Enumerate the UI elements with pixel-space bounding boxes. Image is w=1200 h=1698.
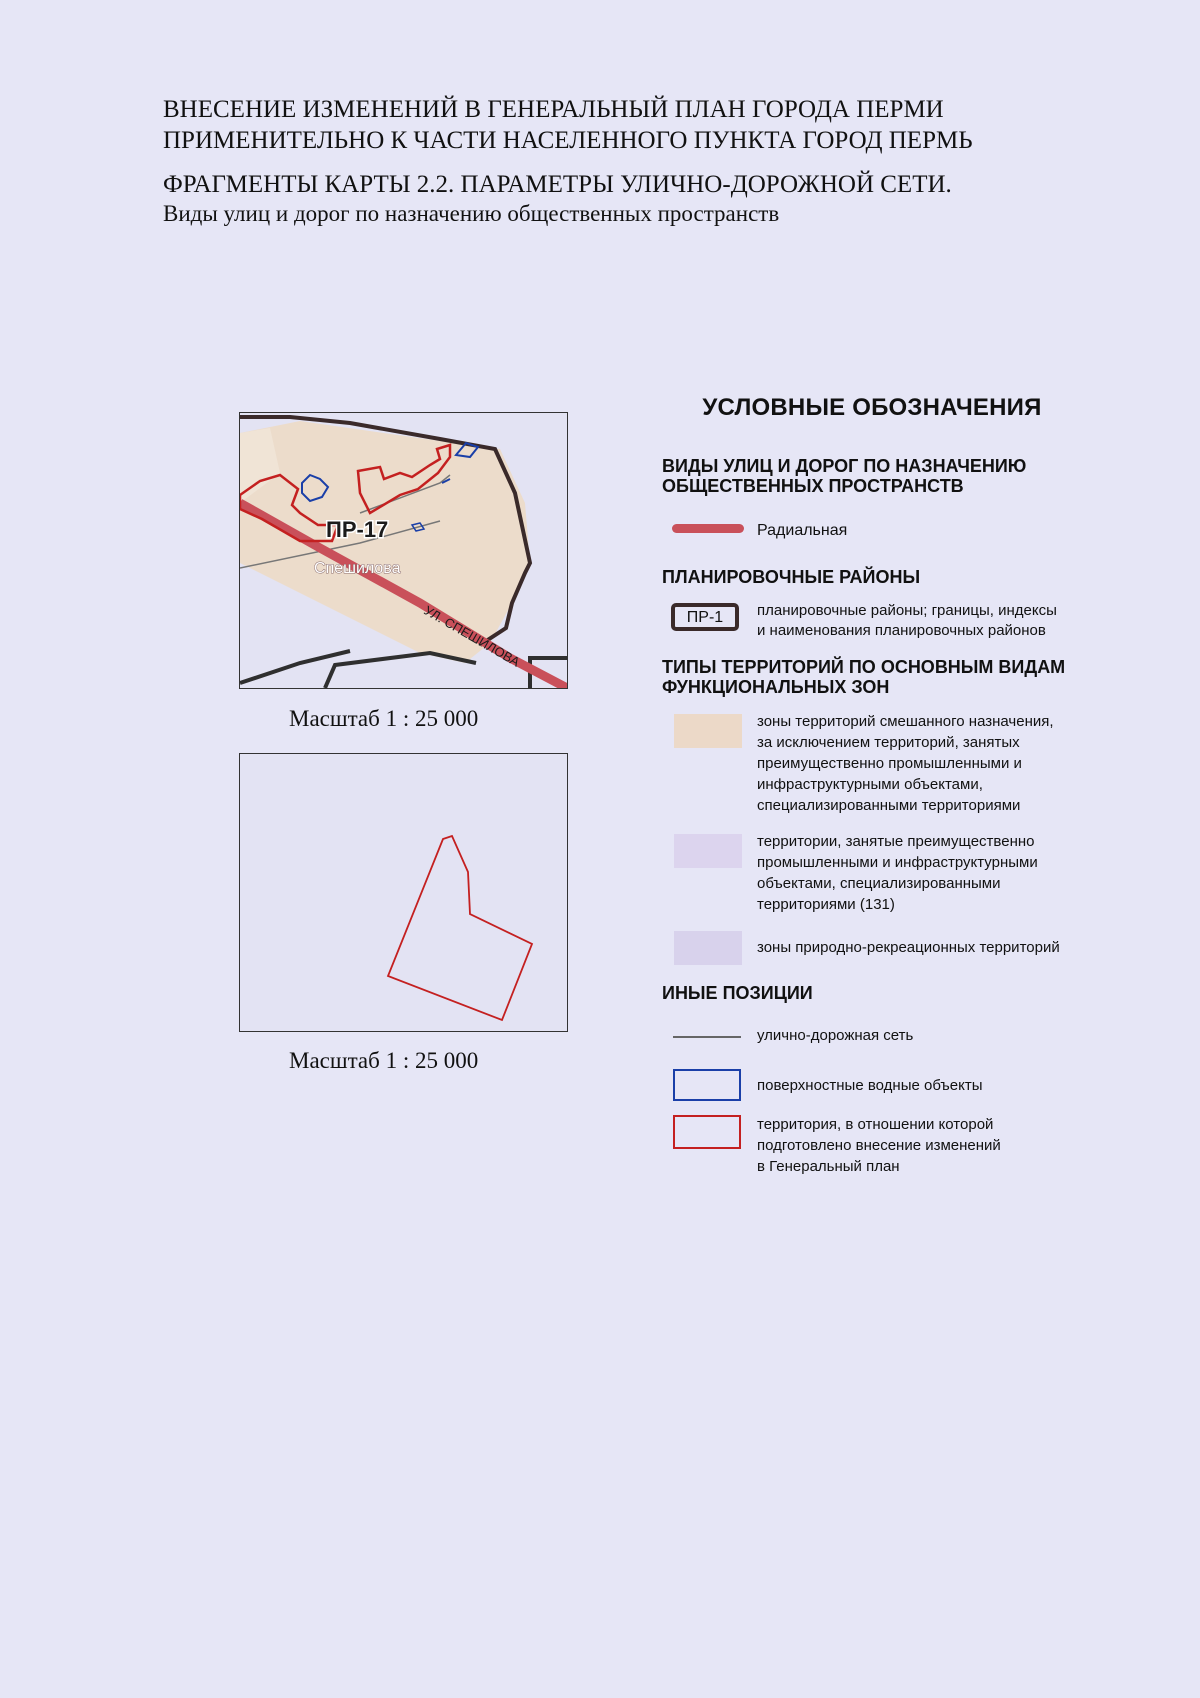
place-label: Спешилова	[314, 560, 401, 577]
map1-scale: Масштаб 1 : 25 000	[289, 706, 479, 731]
map-fragment-2[interactable]	[239, 753, 568, 1032]
subtitle-line-2: Виды улиц и дорог по назначению общественных пространств	[163, 201, 780, 226]
legend-industrial-zone-1: территории, занятые преимущественно	[757, 833, 1035, 850]
map-fragment-1[interactable]	[239, 412, 568, 689]
legend-mixed-zone-4: инфраструктурными объектами,	[757, 776, 983, 793]
legend-section-other: ИНЫЕ ПОЗИЦИИ	[662, 983, 813, 1003]
map-fragment-1-canvas	[240, 413, 567, 688]
legend-road-symbol	[673, 1036, 741, 1038]
legend-district-desc-1: планировочные районы; границы, индексы	[757, 602, 1057, 619]
legend-water-symbol	[673, 1069, 741, 1101]
legend-district-symbol: ПР-1	[671, 603, 739, 631]
legend-radial-label: Радиальная	[757, 522, 848, 539]
legend-mixed-zone-5: специализированными территориями	[757, 797, 1021, 814]
legend-industrial-zone-symbol	[674, 834, 742, 868]
legend-industrial-zone-3: объектами, специализированными	[757, 875, 1001, 892]
legend-mixed-zone-symbol	[674, 714, 742, 748]
legend-section-districts: ПЛАНИРОВОЧНЫЕ РАЙОНЫ	[662, 567, 921, 587]
legend-radial-symbol	[672, 524, 744, 533]
legend-change-area-2: подготовлено внесение изменений	[757, 1137, 1001, 1154]
legend-title: УСЛОВНЫЕ ОБОЗНАЧЕНИЯ	[702, 394, 1042, 421]
map2-background	[240, 754, 567, 1031]
title-line-2: ПРИМЕНИТЕЛЬНО К ЧАСТИ НАСЕЛЕННОГО ПУНКТА ГОРОД ПЕРМЬ	[163, 127, 973, 154]
subtitle-line-1: ФРАГМЕНТЫ КАРТЫ 2.2. ПАРАМЕТРЫ УЛИЧНО-ДОРОЖНОЙ СЕТИ.	[163, 171, 952, 198]
map-fragment-2-canvas	[240, 754, 567, 1031]
legend-recreation-zone-symbol	[674, 931, 742, 965]
legend-road-label: улично-дорожная сеть	[757, 1027, 914, 1044]
legend-section-streets: ВИДЫ УЛИЦ И ДОРОГ ПО НАЗНАЧЕНИЮ ОБЩЕСТВЕННЫХ ПРОСТРАНСТВ	[662, 456, 1027, 496]
legend-mixed-zone-2: за исключением территорий, занятых	[757, 734, 1020, 751]
legend-change-area-3: в Генеральный план	[757, 1158, 900, 1175]
map2-scale: Масштаб 1 : 25 000	[289, 1048, 479, 1073]
district-label: ПР-17	[326, 517, 389, 542]
legend-section-zones-2: ФУНКЦИОНАЛЬНЫХ ЗОН	[662, 677, 890, 697]
legend-change-area-1: территория, в отношении которой	[757, 1116, 994, 1133]
legend-change-area-symbol	[673, 1115, 741, 1149]
document-header	[163, 94, 1123, 228]
legend-industrial-zone-2: промышленными и инфраструктурными	[757, 854, 1038, 871]
title-line-1: ВНЕСЕНИЕ ИЗМЕНЕНИЙ В ГЕНЕРАЛЬНЫЙ ПЛАН ГОРОДА ПЕРМИ	[163, 96, 944, 123]
legend-section-zones-1: ТИПЫ ТЕРРИТОРИЙ ПО ОСНОВНЫМ ВИДАМ	[662, 657, 1066, 677]
street-label: УЛ. СПЕШИЛОВА	[421, 602, 523, 670]
legend	[662, 394, 1102, 422]
legend-mixed-zone-1: зоны территорий смешанного назначения,	[757, 713, 1054, 730]
legend-mixed-zone-3: преимущественно промышленными и	[757, 755, 1022, 772]
legend-water-label: поверхностные водные объекты	[757, 1077, 983, 1094]
legend-industrial-zone-4: территориями (131)	[757, 896, 895, 913]
legend-recreation-zone: зоны природно-рекреационных территорий	[757, 939, 1060, 956]
legend-district-desc-2: и наименования планировочных районов	[757, 622, 1046, 639]
